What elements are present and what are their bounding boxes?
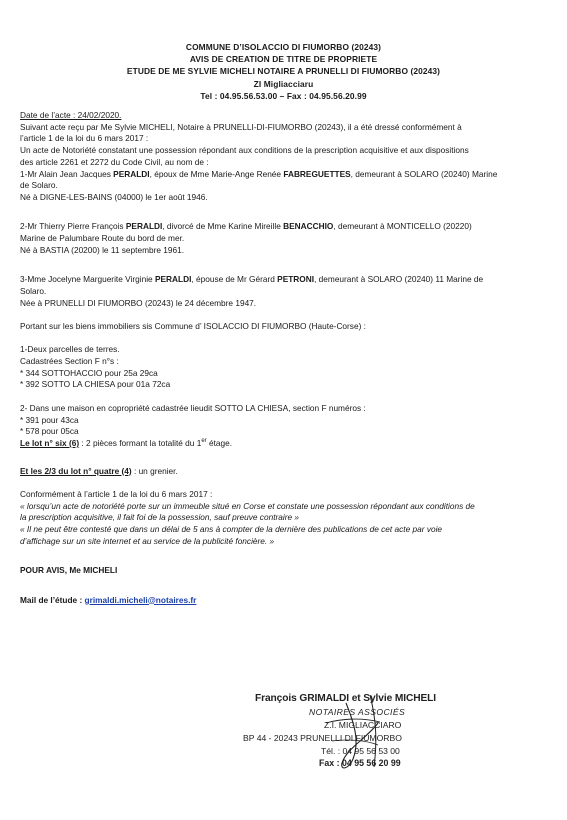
- person-3: 3-Mme Jocelyne Marguerite Virginie PERALDI, épouse de Mr Gérard PETRONI, demeurant à SOLARO (20240) 11 Marine de: [20, 274, 484, 285]
- parcel-item: * 391 pour 43ca: [20, 414, 79, 425]
- legal-quote: « lorsqu’un acte de notoriété porte sur un immeuble situé en Corse et constate une possession répondant aux conditions de: [20, 500, 475, 511]
- notary-stamp: [228, 693, 468, 775]
- person-3-birth: Née à PRUNELLI DI FIUMORBO (20243) le 24 décembre 1947.: [20, 297, 257, 308]
- parcel-item: * 578 pour 05ca: [20, 426, 79, 437]
- document-header: [0, 41, 567, 102]
- stamp-zone: Z.I. MIGLIACCIARO: [324, 720, 402, 730]
- stamp-subtitle: NOTAIRES ASSOCIÉS: [309, 707, 406, 717]
- section-1-title: 1-Deux parcelles de terres.: [20, 344, 120, 355]
- stamp-tel: Tél. : 04 95 56 53 00: [321, 746, 400, 756]
- legal-quote: d’affichage sur un site internet et au service de la publicité foncière. »: [20, 535, 275, 546]
- mail-link[interactable]: grimaldi.micheli@notaires.fr: [84, 594, 197, 605]
- header-commune: COMMUNE D’ISOLACCIO DI FIUMORBO (20243): [185, 42, 382, 52]
- header-contact: Tel : 04.95.56.53.00 – Fax : 04.95.56.20.99: [200, 90, 367, 101]
- section-2-title: 2- Dans une maison en copropriété cadastrée lieudit SOTTO LA CHIESA, section F numéros :: [20, 402, 366, 413]
- header-zone: ZI Migliacciaru: [253, 78, 314, 89]
- parcel-item: * 392 SOTTO LA CHIESA pour 01a 72ca: [20, 379, 171, 390]
- act-date: Date de l’acte : 24/02/2020.: [20, 110, 122, 120]
- legal-quote: « Il ne peut être contesté que dans un délai de 5 ans à compter de la dernière des publications de cet acte par voie: [20, 524, 443, 535]
- lot-quatre: Et les 2/3 du lot n° quatre (4) : un grenier.: [20, 465, 178, 476]
- intro-line: Un acte de Notoriété constatant une possession répondant aux conditions de la prescription acquisitive et aux dispositions: [20, 145, 469, 156]
- person-1-address: de Solaro.: [20, 180, 58, 191]
- header-title: AVIS DE CREATION DE TITRE DE PROPRIETE: [189, 54, 378, 65]
- biens-intro: Portant sur les biens immobiliers sis Commune d’ ISOLACCIO DI FIUMORBO (Haute-Corse) :: [20, 320, 366, 331]
- stamp-name: François GRIMALDI et Sylvie MICHELI: [255, 693, 437, 704]
- mail-line: [20, 595, 554, 607]
- person-2: 2-Mr Thierry Pierre François PERALDI, divorcé de Mme Karine Mireille BENACCHIO, demeurant à MONTICELLO (20220): [20, 221, 472, 232]
- parcel-item: * 344 SOTTOHACCIO pour 25a 29ca: [20, 367, 158, 378]
- intro-line: des article 2261 et 2272 du Code Civil, au nom de :: [20, 156, 209, 167]
- person-2-birth: Né à BASTIA (20200) le 11 septembre 1961.: [20, 244, 185, 255]
- person-1-birth: Né à DIGNE-LES-BAINS (04000) le 1er août 1946.: [20, 191, 208, 202]
- lot-six: Le lot n° six (6) : 2 pièces formant la totalité du 1er étage.: [20, 437, 233, 448]
- legal-quote: la prescription acquisitive, il fait foi de la possession, sauf preuve contraire »: [20, 512, 300, 523]
- section-1-cadastre: Cadastrées Section F n°s :: [20, 356, 119, 366]
- document-body: [20, 110, 554, 606]
- legal-intro: Conformément à l’article 1 de la loi du 6 mars 2017 :: [20, 489, 213, 499]
- header-etude: ETUDE DE ME SYLVIE MICHELI NOTAIRE A PRUNELLI DI FIUMORBO (20243): [126, 66, 441, 77]
- intro-line: Suivant acte reçu par Me Sylvie MICHELI, Notaire à PRUNELLI-DI-FIUMORBO (20243), il a été dressé conformément à: [20, 121, 462, 132]
- person-2-address: Marine de Palumbare Route du bord de mer.: [20, 233, 185, 244]
- stamp-fax: Fax : 04 95 56 20 99: [319, 758, 401, 768]
- mail-label: Mail de l’étude :: [20, 594, 85, 605]
- stamp-address: BP 44 - 20243 PRUNELLI DI FIUMORBO: [243, 733, 402, 743]
- intro-line: l’article 1 de la loi du 6 mars 2017 :: [20, 133, 149, 144]
- person-1: 1-Mr Alain Jean Jacques PERALDI, époux de Mme Marie-Ange Renée FABREGUETTES, demeurant à SOLARO (20240) Marine: [20, 168, 498, 179]
- person-3-address: Solaro.: [20, 285, 47, 296]
- pour-avis: POUR AVIS, Me MICHELI: [20, 565, 118, 576]
